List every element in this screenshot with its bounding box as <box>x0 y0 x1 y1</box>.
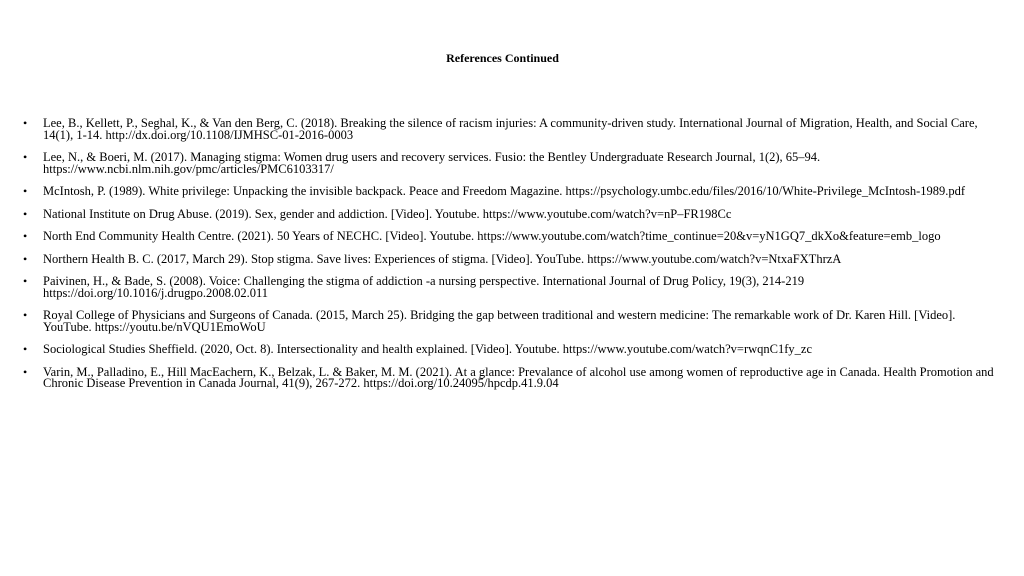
bullet-icon: • <box>23 308 28 322</box>
bullet-icon: • <box>23 116 28 130</box>
reference-text: McIntosh, P. (1989). White privilege: Unpacking the invisible backpack. Peace and Freedom Magazine. https://psychology.umbc.edu/files/2016/10/White-Privilege_McIntosh-1989.pdf <box>43 184 966 198</box>
reference-text: North End Community Health Centre. (2021). 50 Years of NECHC. [Video]. Youtube. https://www.youtube.com/watch?time_continue=20&v=yN1GQ7_dkXo&feature=emb_logo <box>43 229 941 243</box>
reference-text: National Institute on Drug Abuse. (2019). Sex, gender and addiction. [Video]. Youtube. https://www.youtube.com/watch?v=nP–FR198Cc <box>43 206 732 221</box>
reference-item <box>0 186 1000 198</box>
bullet-icon: • <box>23 342 28 356</box>
reference-text: Sociological Studies Sheffield. (2020, Oct. 8). Intersectionality and health explained. [Video]. Youtube. https://www.youtube.com/watch?v=rwqnC1fy_zc <box>43 342 812 356</box>
slide-title: References Continued <box>446 51 559 65</box>
reference-item <box>0 364 1000 390</box>
reference-item <box>0 231 1000 243</box>
reference-text: Royal College of Physicians and Surgeons of Canada. (2015, March 25). Bridging the gap between traditional and western medicine: The remarkable work of Dr. Karen Hill. [Video]. YouTube. https://youtu.be/nVQU1EmoWoU <box>43 308 956 334</box>
bullet-icon: • <box>23 229 28 243</box>
bullet-icon: • <box>23 364 28 379</box>
reference-item <box>0 344 1000 356</box>
reference-text: Lee, N., & Boeri, M. (2017). Managing stigma: Women drug users and recovery services. Fusio: the Bentley Undergraduate Research Journal, 1(2), 65–94. https://www.ncbi.nlm.nih.gov/pmc/articles/PMC6103317/ <box>43 150 821 176</box>
reference-item <box>0 310 1000 333</box>
bullet-icon: • <box>23 206 28 221</box>
reference-text: Lee, B., Kellett, P., Seghal, K., & Van den Berg, C. (2018). Breaking the silence of racism injuries: A community-driven study. International Journal of Migration, Health, and Social Care, 14(1), 1-14. http://dx.doi.org/10.1108/IJMHSC-01-2016-0003 <box>43 116 978 142</box>
bullet-icon: • <box>23 274 28 288</box>
reference-item <box>0 206 1000 221</box>
bullet-icon: • <box>23 251 28 266</box>
reference-text: Paivinen, H., & Bade, S. (2008). Voice: Challenging the stigma of addiction -a nursing perspective. International Journal of Drug Policy, 19(3), 214-219 https://doi.org/10.1016/j.drugpo.2008.02.011 <box>43 274 805 300</box>
reference-item <box>0 251 1000 266</box>
bullet-icon: • <box>23 184 28 198</box>
bullet-icon: • <box>23 150 28 164</box>
reference-item <box>0 118 1000 141</box>
reference-item <box>0 276 1000 299</box>
reference-text: Northern Health B. C. (2017, March 29). Stop stigma. Save lives: Experiences of stigma. [Video]. YouTube. https://www.youtube.com/watch?v=NtxaFXThrzA <box>43 251 842 266</box>
reference-list <box>0 118 1000 401</box>
reference-text: Varin, M., Palladino, E., Hill MacEachern, K., Belzak, L. & Baker, M. M. (2021). At a glance: Prevalance of alcohol use among women of reproductive age in Canada. Health Promotion and Chronic Disease Prevention in Canada Journal, 41(9), 267-272. https://doi.org/10.24095/hpcdp.41.9.04 <box>43 364 994 390</box>
reference-item <box>0 152 1000 175</box>
